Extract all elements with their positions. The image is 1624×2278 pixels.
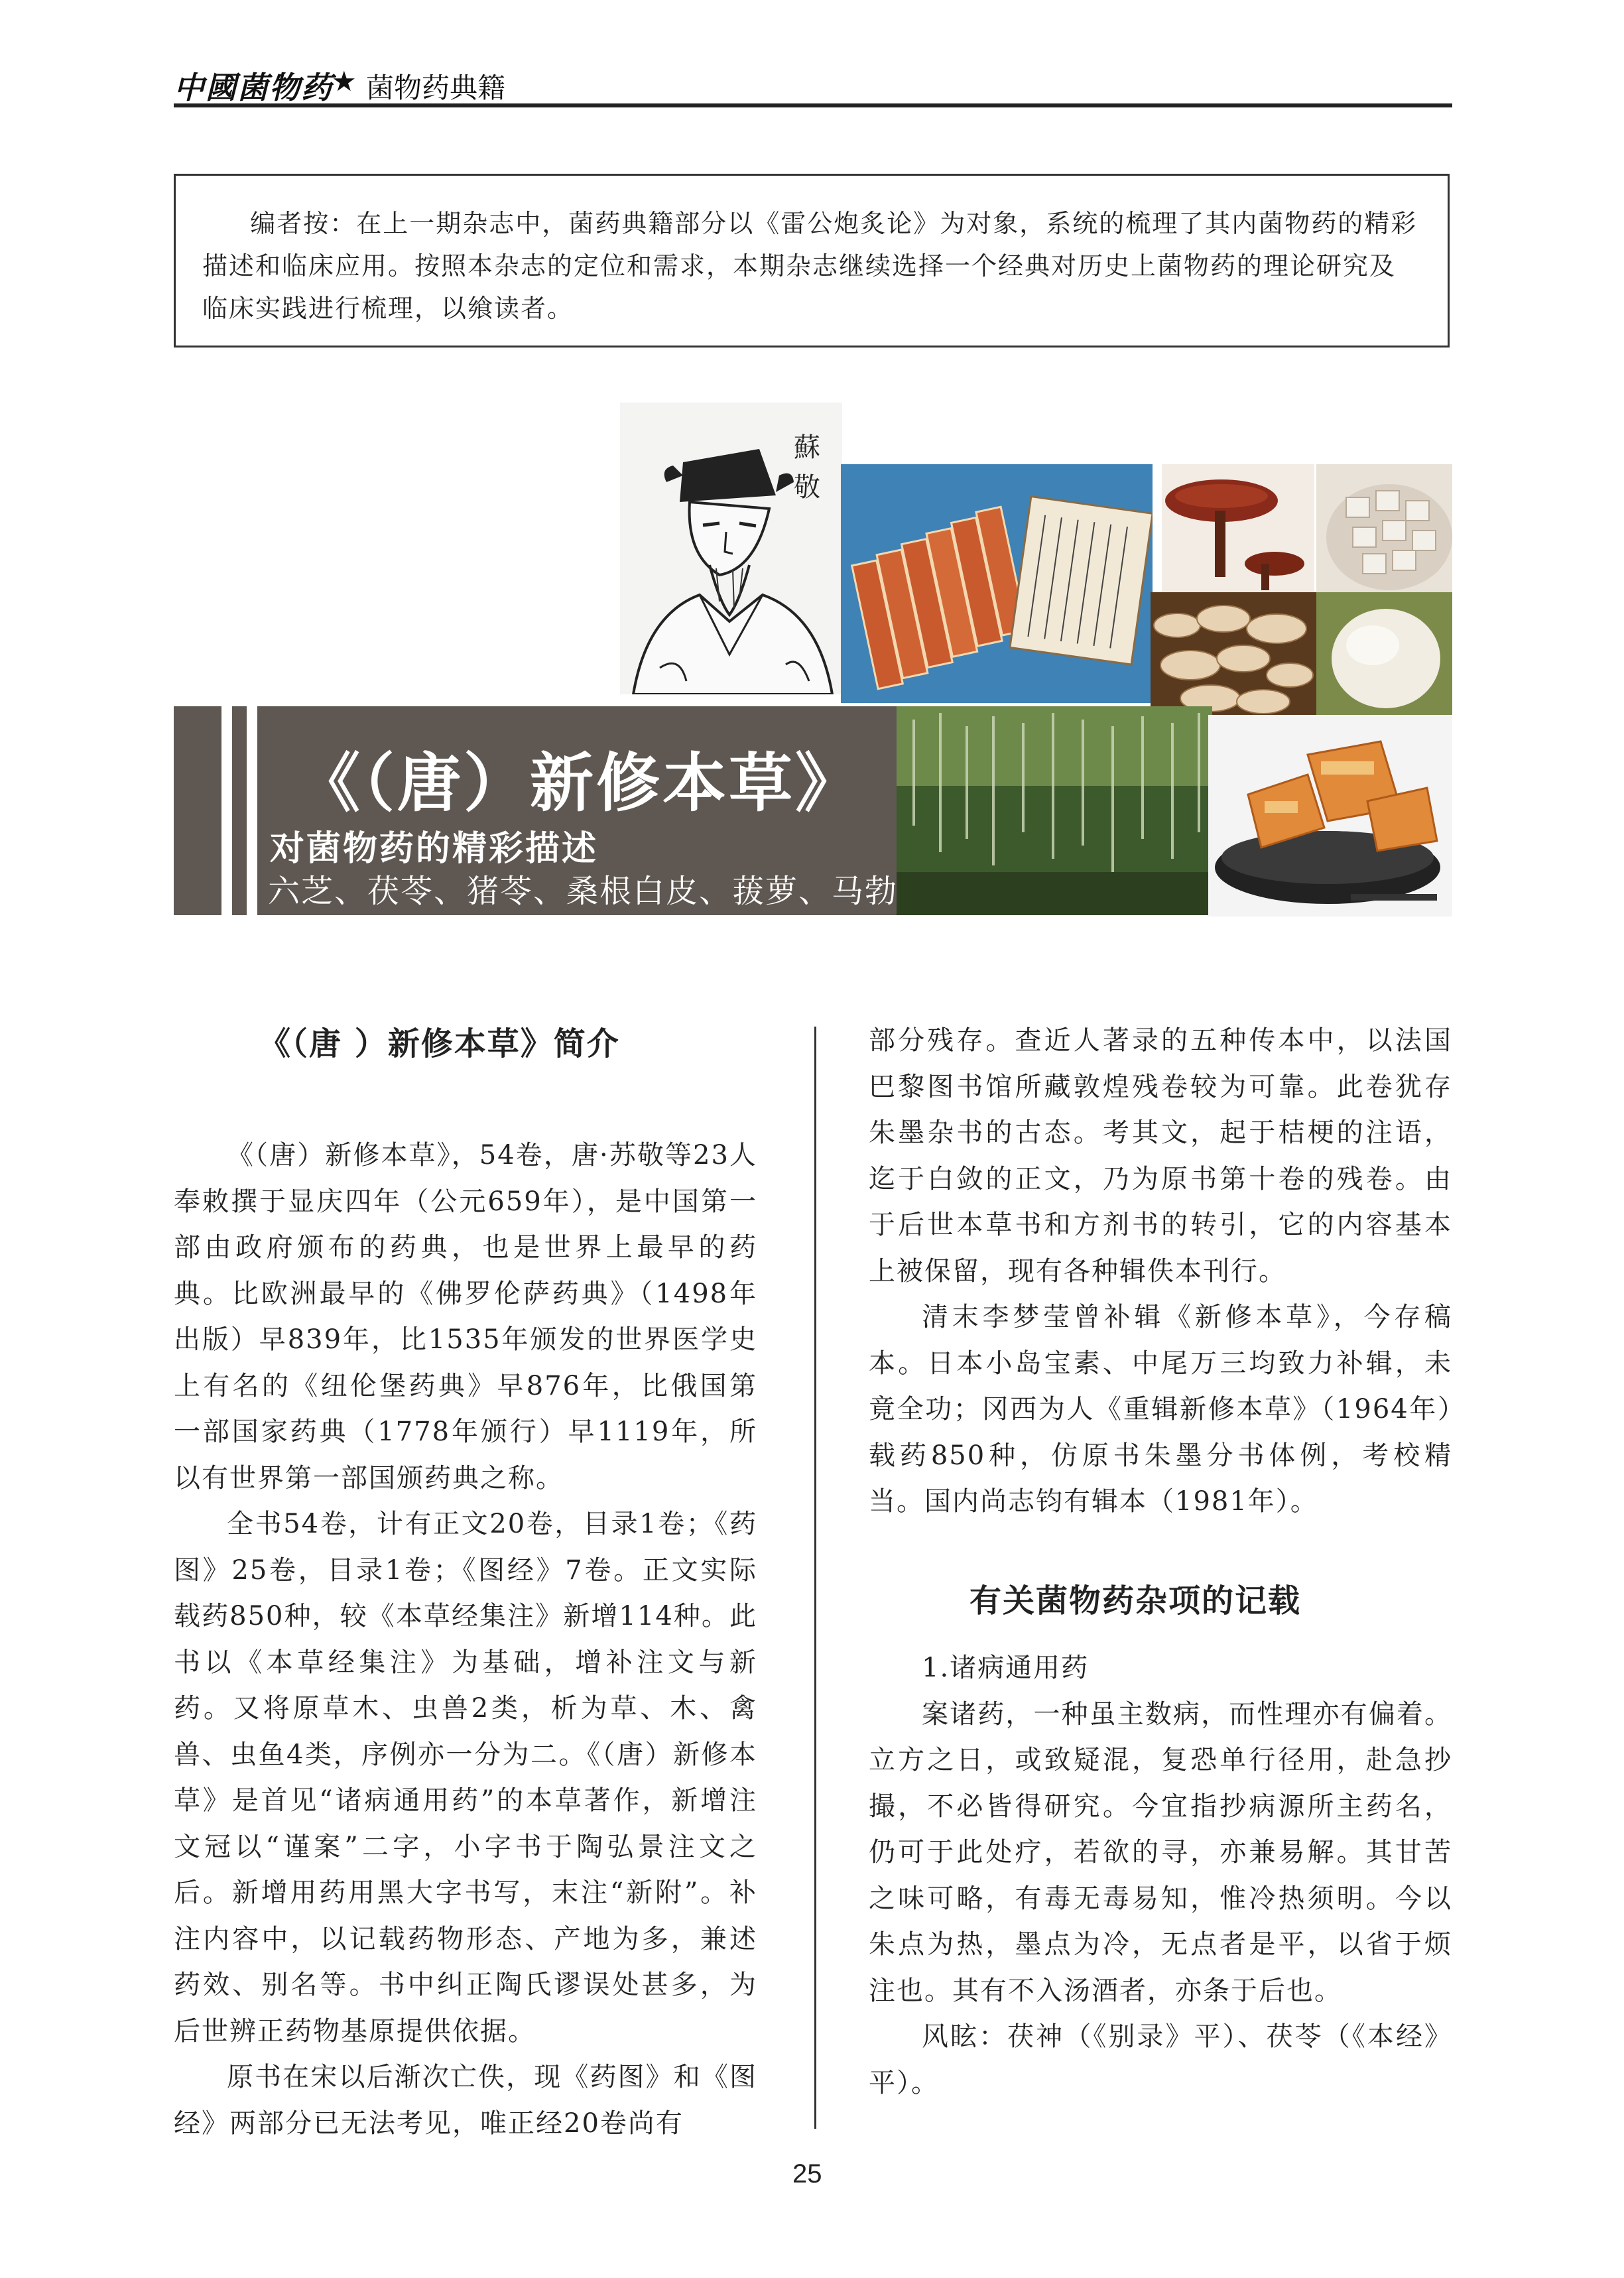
page-number: 25: [792, 2159, 822, 2188]
banner-bar: [174, 706, 221, 915]
forest-lichen-image: [894, 706, 1212, 915]
banner-bar: [232, 706, 247, 915]
lingzhi-mushroom-image: [1162, 464, 1314, 597]
right-column: [869, 1018, 1452, 1525]
banner-subtitle: 对菌物药的精彩描述: [270, 829, 599, 869]
paragraph: 全书54卷，计有正文20卷，目录1卷；《药图》25卷，目录1卷；《图经》7卷。正文实际载药850种，较《本草经集注》新增114种。此书以《本草经集注》为基础，增补注文与新药。又将原草木、虫兽2类，析为草、木、禽兽、虫鱼4类，序例亦一分为二。《（唐）新修本草》是首见“诸病通用药”的本草著作，新增注文冠以“谨案”二字，小字书于陶弘景注文之后。新增用药用黑大字书写，末注“新附”。补注内容中，以记载药物形态、产地为多，兼述药效、别名等。书中纠正陶氏谬误处甚多，为后世辨正药物基原提供依据。: [174, 1509, 757, 2047]
left-column-heading: 《（唐 ）新修本草》简介: [259, 1025, 620, 1062]
paragraph: 案诸药，一种虽主数病，而性理亦有偏着。立方之日，或致疑混，复恐单行径用，赴急抄撮，不必皆得研究。今宜指抄病源所主药名，仍可于此处疗，若欲的寻，亦兼易解。其甘苦之味可略，有毒无毒易知，惟冷热须明。今以朱点为热，墨点为冷，无点者是平，以省于烦注也。其有不入汤酒者，亦条于后也。: [869, 1698, 1452, 2006]
star-icon: ★: [332, 65, 357, 97]
banner-title: 《（唐）新修本草》: [296, 746, 861, 820]
paragraph: 风眩：茯神（《别录》平）、茯苓（《本经》平）。: [869, 2021, 1452, 2098]
paragraph: 《（唐）新修本草》，54卷，唐·苏敬等23人奉敕撰于显庆四年（公元659年），是中国第一部由政府颁布的药典，也是世界上最早的药典。比欧洲最早的《佛罗伦萨药典》（1498年出版）早839年，比1535年颁发的世界医学史上有名的《纽伦堡药典》早876年，比俄国第一部国家药典（1778年颁行）早1119年，所以有世界第一部国颁药典之称。: [174, 1140, 757, 1493]
banner-bar: [257, 706, 267, 915]
paragraph: 原书在宋以后渐次亡佚，现《药图》和《图经》两部分已无法考见，唯正经20卷尚有: [174, 2062, 757, 2139]
editor-note-text: 编者按：在上一期杂志中，菌药典籍部分以《雷公炮炙论》为对象，系统的梳理了其内菌物药的精彩描述和临床应用。按照本杂志的定位和需求，本期杂志继续选择一个经典对历史上菌物药的理论研究及临床实践进行梳理，以飨读者。: [202, 209, 1418, 323]
banner-items: 六芝、茯苓、猪苓、桑根白皮、菝萝、马勃: [268, 873, 899, 910]
running-header: [174, 64, 1452, 107]
su-jing-portrait-image: [620, 403, 842, 694]
column-divider: [814, 1027, 816, 2129]
subheading: 1.诸病通用药: [922, 1653, 1090, 1683]
paragraph: 部分残存。查近人著录的五种传本中，以法国巴黎图书馆所藏敦煌残卷较为可靠。此卷犹存朱墨杂书的古态。考其文，起于桔梗的注语，迄于白敛的正文，乃为原书第十卷的残卷。由于后世本草书和方剂书的转引，它的内容基本上被保留，现有各种辑佚本刊行。: [869, 1025, 1452, 1287]
paragraph: 清末李梦莹曾补辑《新修本草》，今存稿本。日本小岛宝素、中尾万三均致力补辑，未竟全功；冈西为人《重辑新修本草》（1964年）载药850种，仿原书朱墨分书体例，考校精当。国内尚志钧有辑本（1981年）。: [869, 1302, 1452, 1517]
editor-note-box: [174, 174, 1450, 348]
portrait-caption: 蘇敬: [794, 432, 820, 503]
maitake-mushroom-image: [1151, 592, 1316, 715]
left-column: [174, 1133, 757, 2147]
section-title: 菌物药典籍: [366, 72, 506, 104]
ancient-books-image: [841, 464, 1153, 703]
right-column-lower: [869, 1645, 1452, 2106]
poria-chunks-bowl-image: [1208, 715, 1452, 917]
right-column-heading: 有关菌物药杂项的记载: [969, 1582, 1302, 1619]
title-banner: [174, 706, 897, 915]
puffball-image: [1316, 592, 1452, 715]
poria-cubes-image: [1316, 464, 1452, 597]
journal-logo: 中國菌物药: [174, 70, 333, 105]
